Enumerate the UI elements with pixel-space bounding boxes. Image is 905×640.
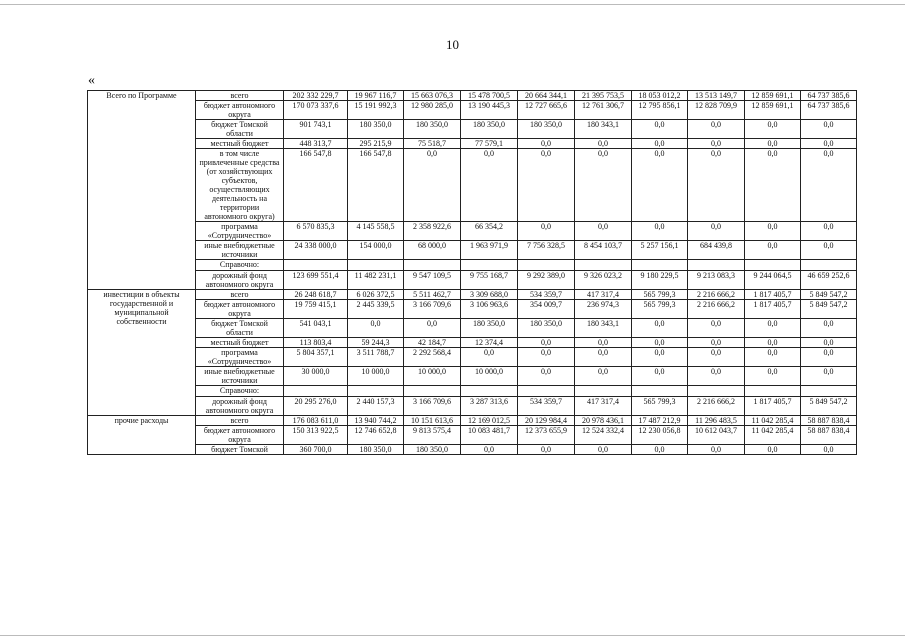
scan-edge-bottom [0,635,905,636]
amount-cell: 0,0 [745,120,801,139]
amount-cell: 3 166 709,6 [404,397,461,416]
amount-cell: 64 737 385,6 [801,101,857,120]
amount-cell: 0,0 [632,120,688,139]
amount-cell: 534 359,7 [518,397,575,416]
amount-cell: 0,0 [745,445,801,455]
amount-cell: 0,0 [518,367,575,386]
amount-cell: 0,0 [688,319,745,338]
table-row [88,290,857,300]
amount-cell: 0,0 [632,445,688,455]
amount-cell: 15 191 992,3 [348,101,404,120]
amount-cell: 18 053 012,2 [632,91,688,101]
amount-cell: 202 332 229,7 [284,91,348,101]
amount-cell: 9 292 389,0 [518,271,575,290]
amount-cell: 9 547 109,5 [404,271,461,290]
amount-cell: 0,0 [575,139,632,149]
amount-cell: 77 579,1 [461,139,518,149]
amount-cell: 59 244,3 [348,338,404,348]
amount-cell: 20 129 984,4 [518,416,575,426]
table-row [88,445,857,455]
table-row [88,260,857,271]
funding-source-label: всего [196,416,284,426]
amount-cell: 180 343,1 [575,120,632,139]
amount-cell: 180 343,1 [575,319,632,338]
amount-cell: 0,0 [461,348,518,367]
funding-source-label: бюджет автономного округа [196,300,284,319]
section-title: Всего по Программе [88,91,196,290]
amount-cell: 295 215,9 [348,139,404,149]
amount-cell: 2 358 922,6 [404,222,461,241]
amount-cell: 180 350,0 [461,319,518,338]
funding-source-label: всего [196,290,284,300]
amount-cell: 170 073 337,6 [284,101,348,120]
funding-source-label: дорожный фонд автономного округа [196,397,284,416]
amount-cell: 5 804 357,1 [284,348,348,367]
amount-cell: 0,0 [745,149,801,222]
amount-cell: 15 478 700,5 [461,91,518,101]
amount-cell: 0,0 [575,367,632,386]
amount-cell: 0,0 [632,338,688,348]
amount-cell [284,386,348,397]
funding-source-label: программа «Сотрудничество» [196,348,284,367]
amount-cell: 68 000,0 [404,241,461,260]
opening-quote: « [88,73,95,88]
amount-cell: 30 000,0 [284,367,348,386]
amount-cell: 10 151 613,6 [404,416,461,426]
amount-cell: 13 190 445,3 [461,101,518,120]
amount-cell: 0,0 [801,348,857,367]
amount-cell [404,260,461,271]
amount-cell: 0,0 [632,149,688,222]
amount-cell: 2 216 666,2 [688,290,745,300]
amount-cell: 6 570 835,3 [284,222,348,241]
amount-cell: 150 313 922,5 [284,426,348,445]
amount-cell: 0,0 [632,139,688,149]
amount-cell: 0,0 [801,149,857,222]
amount-cell: 10 000,0 [348,367,404,386]
amount-cell: 12 230 056,8 [632,426,688,445]
amount-cell [518,260,575,271]
amount-cell: 0,0 [801,445,857,455]
funding-source-label: дорожный фонд автономного округа [196,271,284,290]
amount-cell: 448 313,7 [284,139,348,149]
amount-cell: 565 799,3 [632,397,688,416]
funding-source-label: местный бюджет [196,338,284,348]
table-row [88,149,857,222]
amount-cell: 0,0 [688,348,745,367]
table-row [88,426,857,445]
amount-cell: 123 699 551,4 [284,271,348,290]
section-title: инвестиции в объекты государственной и муниципальной собственности [88,290,196,416]
amount-cell: 0,0 [688,367,745,386]
amount-cell: 13 940 744,2 [348,416,404,426]
amount-cell: 0,0 [518,338,575,348]
amount-cell: 417 317,4 [575,397,632,416]
amount-cell [461,260,518,271]
amount-cell: 75 518,7 [404,139,461,149]
table-row [88,91,857,101]
amount-cell: 901 743,1 [284,120,348,139]
amount-cell: 26 248 618,7 [284,290,348,300]
amount-cell: 11 296 483,5 [688,416,745,426]
amount-cell: 0,0 [801,241,857,260]
table-row [88,367,857,386]
table-row [88,101,857,120]
table-row [88,120,857,139]
amount-cell: 5 849 547,2 [801,397,857,416]
amount-cell: 9 755 168,7 [461,271,518,290]
amount-cell [348,386,404,397]
amount-cell: 534 359,7 [518,290,575,300]
amount-cell: 0,0 [461,445,518,455]
amount-cell: 9 326 023,2 [575,271,632,290]
amount-cell: 354 009,7 [518,300,575,319]
amount-cell: 10 083 481,7 [461,426,518,445]
amount-cell: 0,0 [518,149,575,222]
amount-cell: 0,0 [745,348,801,367]
amount-cell: 21 395 753,5 [575,91,632,101]
amount-cell: 180 350,0 [461,120,518,139]
amount-cell: 0,0 [688,139,745,149]
table-row [88,241,857,260]
amount-cell: 17 487 212,9 [632,416,688,426]
amount-cell: 0,0 [404,319,461,338]
amount-cell: 0,0 [518,139,575,149]
amount-cell: 2 445 339,5 [348,300,404,319]
amount-cell [461,386,518,397]
amount-cell: 0,0 [801,338,857,348]
funding-source-label: местный бюджет [196,139,284,149]
amount-cell: 20 295 276,0 [284,397,348,416]
amount-cell: 0,0 [688,222,745,241]
amount-cell: 0,0 [801,319,857,338]
amount-cell: 12 859 691,1 [745,101,801,120]
amount-cell: 154 000,0 [348,241,404,260]
amount-cell: 58 887 838,4 [801,416,857,426]
page-number: 10 [446,37,459,52]
amount-cell: 5 849 547,2 [801,290,857,300]
amount-cell: 417 317,4 [575,290,632,300]
amount-cell: 58 887 838,4 [801,426,857,445]
amount-cell [404,386,461,397]
amount-cell [632,260,688,271]
amount-cell: 0,0 [745,241,801,260]
amount-cell: 24 338 000,0 [284,241,348,260]
table-row [88,222,857,241]
table-row [88,300,857,319]
table-row [88,271,857,290]
table-row [88,416,857,426]
amount-cell: 10 000,0 [404,367,461,386]
amount-cell: 0,0 [518,348,575,367]
amount-cell [348,260,404,271]
amount-cell: 12 795 856,1 [632,101,688,120]
amount-cell: 166 547,8 [284,149,348,222]
table-row [88,319,857,338]
amount-cell: 0,0 [632,367,688,386]
amount-cell: 20 664 344,1 [518,91,575,101]
amount-cell: 180 350,0 [348,120,404,139]
program-funding-table [87,90,857,455]
amount-cell: 0,0 [461,149,518,222]
amount-cell: 13 513 149,7 [688,91,745,101]
amount-cell [575,386,632,397]
amount-cell: 12 859 691,1 [745,91,801,101]
amount-cell: 1 817 405,7 [745,300,801,319]
amount-cell: 2 216 666,2 [688,300,745,319]
amount-cell: 0,0 [348,319,404,338]
amount-cell: 6 026 372,5 [348,290,404,300]
amount-cell [688,386,745,397]
amount-cell: 0,0 [745,338,801,348]
amount-cell: 5 511 462,7 [404,290,461,300]
amount-cell: 1 817 405,7 [745,290,801,300]
table-row [88,348,857,367]
amount-cell: 10 000,0 [461,367,518,386]
amount-cell: 10 612 043,7 [688,426,745,445]
amount-cell: 0,0 [745,367,801,386]
amount-cell: 15 663 076,3 [404,91,461,101]
amount-cell: 0,0 [801,367,857,386]
funding-source-label: бюджет автономного округа [196,426,284,445]
amount-cell [745,260,801,271]
amount-cell: 3 166 709,6 [404,300,461,319]
amount-cell: 12 761 306,7 [575,101,632,120]
amount-cell: 0,0 [745,222,801,241]
section-title: прочие расходы [88,416,196,455]
amount-cell: 166 547,8 [348,149,404,222]
funding-source-label: программа «Сотрудничество» [196,222,284,241]
amount-cell: 0,0 [518,222,575,241]
amount-cell: 12 524 332,4 [575,426,632,445]
amount-cell: 360 700,0 [284,445,348,455]
amount-cell: 3 309 688,0 [461,290,518,300]
amount-cell: 7 756 328,5 [518,241,575,260]
amount-cell: 0,0 [688,338,745,348]
table-row [88,139,857,149]
amount-cell [632,386,688,397]
amount-cell: 3 287 313,6 [461,397,518,416]
amount-cell: 12 980 285,0 [404,101,461,120]
amount-cell: 20 978 436,1 [575,416,632,426]
amount-cell: 9 813 575,4 [404,426,461,445]
amount-cell [801,260,857,271]
amount-cell: 180 350,0 [404,445,461,455]
amount-cell: 180 350,0 [518,120,575,139]
amount-cell: 0,0 [745,139,801,149]
funding-source-label: иные внебюджетные источники [196,241,284,260]
amount-cell: 0,0 [575,149,632,222]
amount-cell: 1 963 971,9 [461,241,518,260]
amount-cell: 11 042 285,4 [745,416,801,426]
amount-cell: 46 659 252,6 [801,271,857,290]
amount-cell: 565 799,3 [632,300,688,319]
amount-cell: 0,0 [632,319,688,338]
amount-cell: 8 454 103,7 [575,241,632,260]
amount-cell: 12 374,4 [461,338,518,348]
amount-cell: 9 244 064,5 [745,271,801,290]
amount-cell: 42 184,7 [404,338,461,348]
amount-cell: 0,0 [688,149,745,222]
amount-cell [801,386,857,397]
amount-cell: 9 213 083,3 [688,271,745,290]
amount-cell: 12 828 709,9 [688,101,745,120]
amount-cell: 64 737 385,6 [801,91,857,101]
amount-cell: 11 042 285,4 [745,426,801,445]
funding-source-label: в том числе привлеченные средства (от хозяйствующих субъектов, осуществляющих деятельность на территории автономного округа) [196,149,284,222]
amount-cell: 5 257 156,1 [632,241,688,260]
amount-cell: 9 180 229,5 [632,271,688,290]
amount-cell: 113 803,4 [284,338,348,348]
amount-cell: 0,0 [575,338,632,348]
amount-cell [284,260,348,271]
table-row [88,338,857,348]
amount-cell: 0,0 [632,348,688,367]
funding-source-label: Справочно: [196,386,284,397]
amount-cell: 180 350,0 [348,445,404,455]
amount-cell: 0,0 [575,348,632,367]
amount-cell [688,260,745,271]
amount-cell: 565 799,3 [632,290,688,300]
amount-cell: 12 727 665,6 [518,101,575,120]
amount-cell: 180 350,0 [518,319,575,338]
funding-source-label: бюджет Томской [196,445,284,455]
scan-edge-top [0,4,905,5]
amount-cell: 176 083 611,0 [284,416,348,426]
funding-source-label: иные внебюджетные источники [196,367,284,386]
amount-cell: 0,0 [632,222,688,241]
amount-cell: 684 439,8 [688,241,745,260]
amount-cell: 236 974,3 [575,300,632,319]
amount-cell: 0,0 [688,120,745,139]
funding-source-label: бюджет автономного округа [196,101,284,120]
amount-cell: 4 145 558,5 [348,222,404,241]
table-row [88,386,857,397]
amount-cell: 3 106 963,6 [461,300,518,319]
amount-cell [575,260,632,271]
amount-cell: 0,0 [575,445,632,455]
amount-cell: 12 373 655,9 [518,426,575,445]
amount-cell: 2 216 666,2 [688,397,745,416]
amount-cell: 11 482 231,1 [348,271,404,290]
amount-cell: 0,0 [801,222,857,241]
amount-cell: 12 169 012,5 [461,416,518,426]
funding-source-label: Справочно: [196,260,284,271]
amount-cell [745,386,801,397]
amount-cell: 1 817 405,7 [745,397,801,416]
amount-cell: 0,0 [404,149,461,222]
amount-cell: 19 967 116,7 [348,91,404,101]
amount-cell: 180 350,0 [404,120,461,139]
amount-cell: 2 440 157,3 [348,397,404,416]
funding-source-label: бюджет Томской области [196,319,284,338]
table-row [88,397,857,416]
amount-cell: 12 746 652,8 [348,426,404,445]
amount-cell: 0,0 [518,445,575,455]
amount-cell: 0,0 [575,222,632,241]
amount-cell: 0,0 [745,319,801,338]
amount-cell: 541 043,1 [284,319,348,338]
amount-cell: 66 354,2 [461,222,518,241]
amount-cell: 5 849 547,2 [801,300,857,319]
amount-cell: 2 292 568,4 [404,348,461,367]
amount-cell: 0,0 [688,445,745,455]
amount-cell: 0,0 [801,139,857,149]
amount-cell [518,386,575,397]
amount-cell: 3 511 788,7 [348,348,404,367]
funding-source-label: бюджет Томской области [196,120,284,139]
amount-cell: 19 759 415,1 [284,300,348,319]
funding-source-label: всего [196,91,284,101]
amount-cell: 0,0 [801,120,857,139]
